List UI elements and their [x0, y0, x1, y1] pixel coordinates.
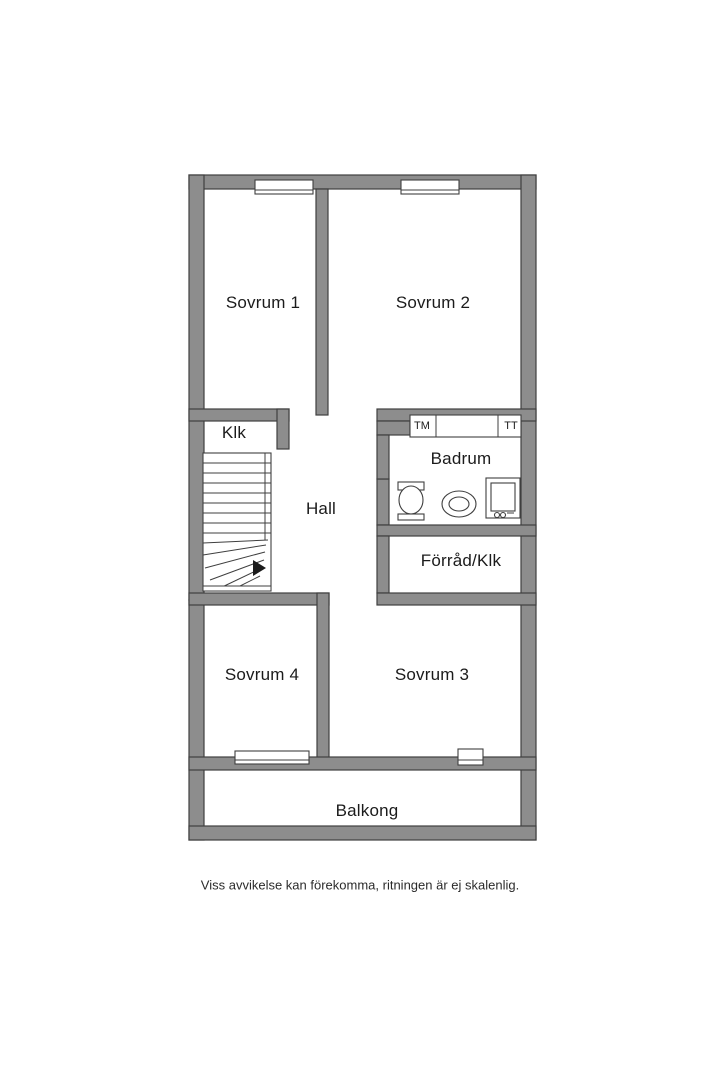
- window-sovrum-2: [401, 180, 459, 194]
- wall-klk-top: [189, 409, 289, 421]
- wall-badrum-bottom: [377, 525, 536, 536]
- room-label-balkong: Balkong: [335, 801, 399, 820]
- staircase: [203, 453, 271, 591]
- wall-badrum-left: [377, 479, 389, 525]
- room-label-klk: Klk: [221, 423, 247, 442]
- room-label-badrum: Badrum: [430, 449, 492, 468]
- room-label-hall: Hall: [305, 499, 337, 518]
- wall-top: [189, 175, 536, 189]
- room-label-sovrum-1: Sovrum 1: [225, 293, 301, 312]
- wall-left-lower: [189, 600, 204, 840]
- wall-right: [521, 175, 536, 840]
- window-sovrum-1: [255, 180, 313, 194]
- shower-fixture: [486, 478, 520, 518]
- wall-sovrum3-top: [377, 593, 536, 605]
- wall-sovrum4-top: [189, 593, 329, 605]
- room-label-sovrum-3: Sovrum 3: [394, 665, 470, 684]
- room-label-sovrum-2: Sovrum 2: [395, 293, 471, 312]
- wall-left-upper: [189, 175, 204, 600]
- bathroom-fixtures: [398, 478, 520, 520]
- wall-klk-right: [277, 409, 289, 449]
- window-sovrum-3: [458, 749, 483, 765]
- wall-hall-right: [377, 435, 389, 479]
- wall-forrad-left: [377, 536, 389, 593]
- room-label-forrad-klk: Förråd/Klk: [420, 551, 502, 570]
- wall-bottom: [189, 826, 536, 840]
- appliance-label-tt: TT: [504, 420, 518, 432]
- window-sovrum-4: [235, 751, 309, 764]
- wall-between-sovrum1-sovrum2: [316, 189, 328, 415]
- toilet-fixture: [398, 482, 424, 520]
- sink-fixture: [442, 491, 476, 517]
- disclaimer-text: Viss avvikelse kan förekomma, ritningen är ej skalenlig.: [200, 877, 520, 893]
- wall-between-sovrum4-sovrum3: [317, 593, 329, 759]
- wall-laundry-niche: [377, 421, 410, 435]
- appliance-label-tm: TM: [414, 420, 430, 432]
- room-label-sovrum-4: Sovrum 4: [224, 665, 300, 684]
